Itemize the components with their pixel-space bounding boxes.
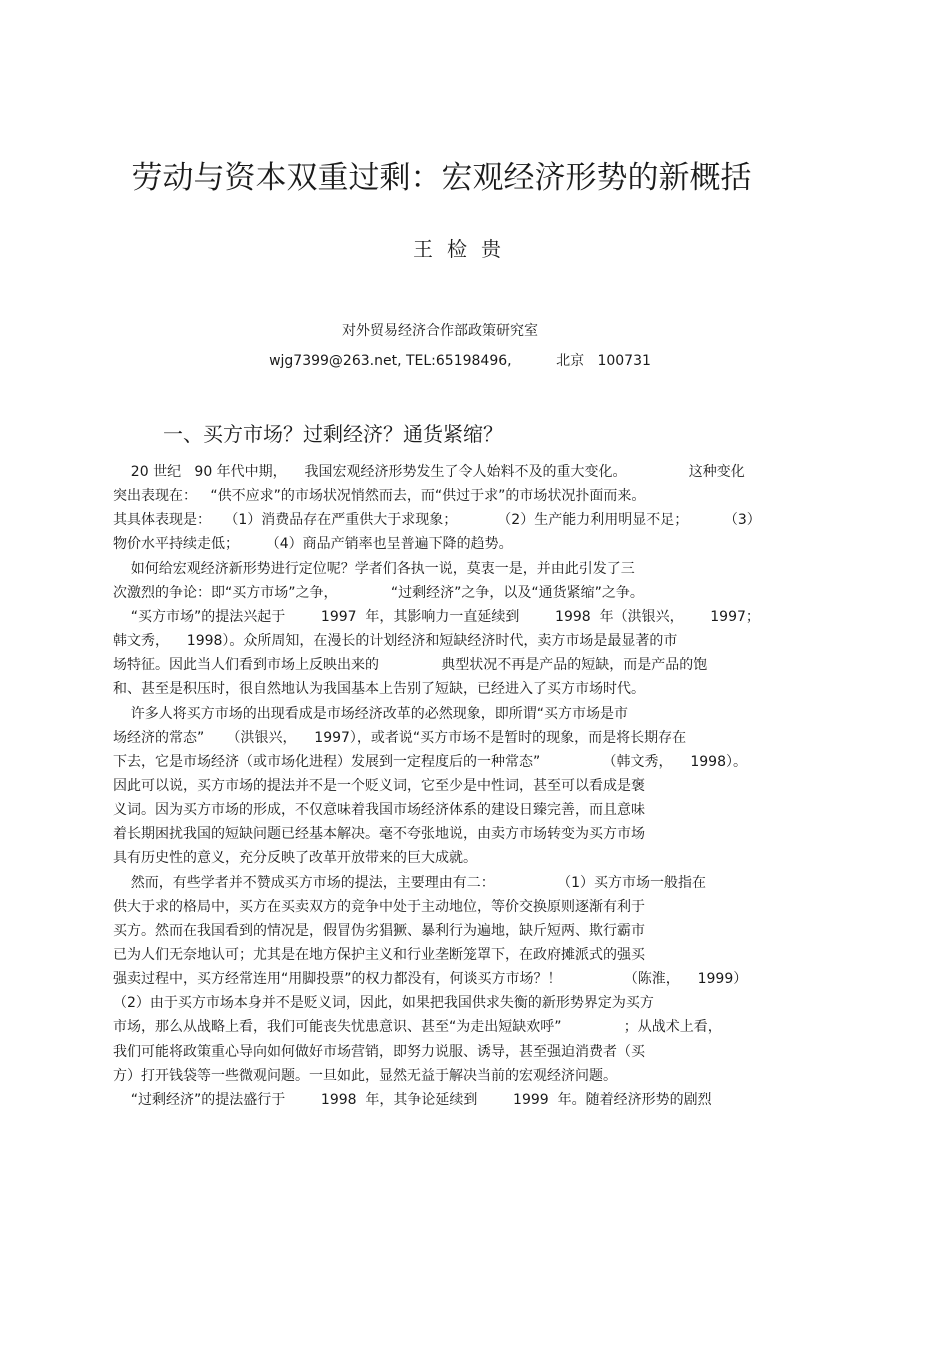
text-line: 因此可以说，买方市场的提法并不是一个贬义词，它至少是中性词，甚至可以看成是褒 — [113, 777, 645, 794]
text-line: “买方市场”的提法兴起于 1997 年，其影响力一直延续到 1998 年（洪银兴， 1997； — [113, 608, 760, 625]
text-line: 韩文秀， 1998）。众所周知，在漫长的计划经济和短缺经济时代，卖方市场是最显著的市 — [113, 633, 678, 650]
text-line: 场特征。因此当人们看到市场上反映出来的 典型状况不再是产品的短缺，而是产品的饱 — [113, 657, 708, 674]
text-line: 已为人们无奈地认可；尤其是在地方保护主义和行业垄断笼罩下，在政府摊派式的强买 — [113, 947, 645, 963]
text-line: 具有历史性的意义，充分反映了改革开放带来的巨大成就。 — [113, 850, 477, 867]
affiliation: 对外贸易经济合作部政策研究室 — [342, 323, 538, 339]
text-line: 和、甚至是积压时，很自然地认为我国基本上告别了短缺，已经进入了买方市场时代。 — [113, 681, 645, 698]
text-line: “过剩经济”的提法盛行于 1998 年，其争论延续到 1999 年。随着经济形势的剧烈 — [113, 1091, 712, 1108]
text-line: 20 世纪 90 年代中期， 我国宏观经济形势发生了令人始料不及的重大变化。 这种变化 — [113, 464, 745, 480]
text-line: 强卖过程中，买方经常连用“用脚投票”的权力都没有，何谈买方市场？！ （陈淮， 1999） — [113, 971, 748, 988]
text-line: 方）打开钱袋等一些微观问题。一旦如此，显然无益于解决当前的宏观经济问题。 — [113, 1067, 617, 1084]
text-line: 供大于求的格局中，买方在买卖双方的竞争中处于主动地位，等价交换原则逐渐有利于 — [113, 898, 645, 915]
text-line: （2）由于买方市场本身并不是贬义词，因此，如果把我国供求失衡的新形势界定为买方 — [113, 995, 654, 1012]
text-line: 买方。然而在我国看到的情况是，假冒伪劣猖獗、暴利行为遍地，缺斤短两、欺行霸市 — [113, 922, 645, 939]
text-line: 其具体表现是： （1）消费品存在严重供大于求现象； （2）生产能力利用明显不足； （3） — [113, 512, 761, 529]
text-line: 着长期困扰我国的短缺问题已经基本解决。毫不夸张地说，由卖方市场转变为买方市场 — [113, 826, 645, 843]
text-line: 突出表现在： “供不应求”的市场状况悄然而去，而“供过于求”的市场状况扑面而来。 — [113, 488, 646, 505]
contact-info: wjg7399@263.net, TEL:65198496, 北京 100731 — [269, 353, 651, 369]
text-line: 如何给宏观经济新形势进行定位呢？学者们各执一说，莫衷一是，并由此引发了三 — [113, 560, 635, 577]
text-line: 下去，它是市场经济（或市场化进程）发展到一定程度后的一种常态” （韩文秀， 1998）。 — [113, 753, 747, 770]
text-line: 许多人将买方市场的出现看成是市场经济改革的必然现象，即所谓“买方市场是市 — [113, 705, 629, 722]
text-line: 市场，那么从战略上看，我们可能丧失忧患意识、甚至“为走出短缺欢呼” ；从战术上看， — [113, 1019, 722, 1036]
text-line: 义词。因为买方市场的形成，不仅意味着我国市场经济体系的建设日臻完善，而且意味 — [113, 802, 645, 819]
paper-title: 劳动与资本双重过剩：宏观经济形势的新概括 — [131, 160, 752, 196]
text-line: 我们可能将政策重心导向如何做好市场营销，即努力说服、诱导，甚至强迫消费者（买 — [113, 1043, 645, 1060]
text-line: 然而，有些学者并不赞成买方市场的提法，主要理由有二： （1）买方市场一般指在 — [113, 874, 707, 891]
text-line: 次激烈的争论：即“买方市场”之争， “过剩经济”之争，以及“通货紧缩”之争。 — [113, 584, 644, 601]
text-line: 场经济的常态” （洪银兴， 1997），或者说“买方市场不是暂时的现象，而是将长期存在 — [113, 729, 687, 746]
text-line: 物价水平持续走低； （4）商品产销率也呈普遍下降的趋势。 — [113, 536, 513, 553]
author-name: 王检贵 — [413, 237, 515, 261]
section-heading: 一、买方市场？过剩经济？通货紧缩？ — [163, 422, 503, 446]
